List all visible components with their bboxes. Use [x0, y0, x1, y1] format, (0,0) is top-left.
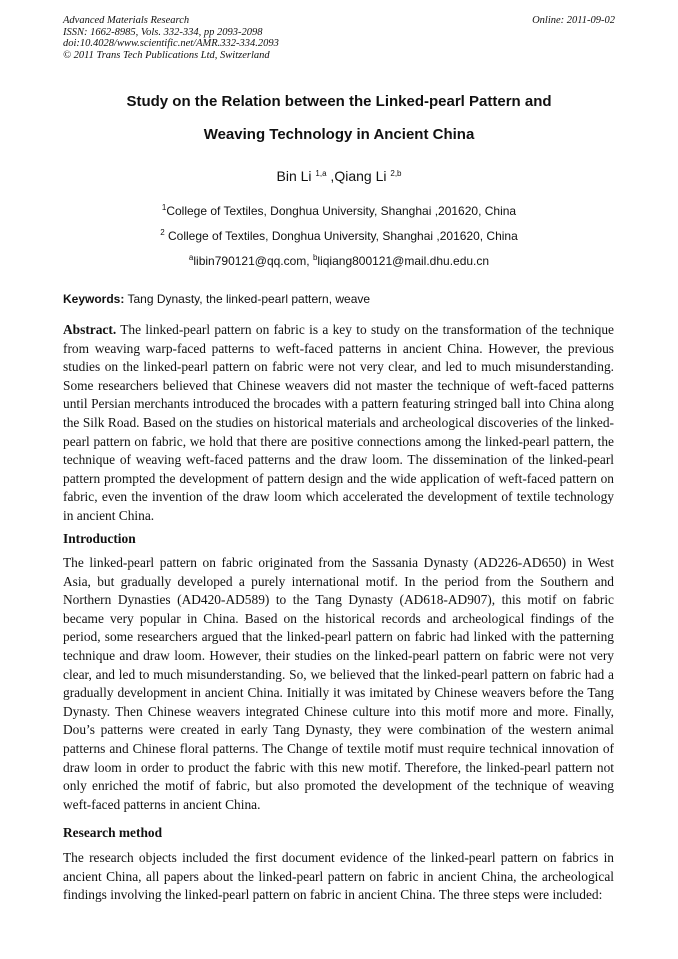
affiliation-2 [63, 229, 615, 243]
keywords-label: Keywords: [63, 292, 125, 306]
email-text: libin790121@qq.com, [193, 254, 313, 268]
affiliation-text: College of Textiles, Donghua University, Shanghai ,201620, China [164, 229, 518, 243]
journal-name: Advanced Materials Research [63, 15, 190, 26]
section-heading-research-method: Research method [63, 825, 163, 840]
keywords-line [63, 292, 370, 306]
email-text: liqiang800121@mail.dhu.edu.cn [317, 254, 490, 268]
author-list [63, 168, 615, 184]
abstract-text: The linked-pearl pattern on fabric is a key to study on the transformation of the technique from weaving warp-faced patterns to weft-faced patterns in ancient China. However, the previous studies on the linked-pearl pattern on fabric were not very clear, and led to much misunderstanding. Some researchers believed that Chinese weavers did not master the technique of weft-faced patterns until Persian merchants introduced the brocades with a pattern featuring stringed ball into China along the Silk Road. Based on the studies on historical materials and archeological discoveries of the linked-pearl pattern on fabric, we hold that there are positive connections among the linked-pearl pattern, the technique of weaving weft-faced patterns and the draw loom. The dissemination of the linked-pearl pattern prompted the development of pattern design and the wide application of weft-faced pattern on fabric, even the invention of the draw loom which accelerated the development of textile technology in ancient China. [63, 322, 614, 523]
affiliation-text: College of Textiles, Donghua University, Shanghai ,201620, China [166, 204, 517, 218]
abstract-paragraph [63, 321, 614, 526]
introduction-paragraph: The linked-pearl pattern on fabric originated from the Sassania Dynasty (AD226-AD650) in West Asia, but gradually developed a purely international motif. In the period from the Southern and Northern Dynasties (AD420-AD589) to the Tang Dynasty (AD618-AD907), this motif on fabric became very popular in China. Based on the historical records and archeological findings of the period, some researchers argued that the linked-pearl pattern on fabric had linked with the patterning technique and draw loom. However, their studies on the linked-pearl pattern on fabric were not very clear, and led to much misunderstanding. So, we believed that the linked-pearl pattern on fabric had a gradually development in ancient China. Initially it was imitated by Chinese weavers before the Tang Dynasty. Then Chinese weavers integrated Chinese culture into this motif more and more. Finally, Dou’s patterns were created in early Tang Dynasty, they were combination of the western animal patterns and Chinese floral patterns. The Change of textile motif must require technical innovation of draw loom in order to product the fabric with this new motif. Therefore, the linked-pearl pattern not only enriched the motif of fabric, but also promoted the development of the technique of weaving weft-faced patterns in ancient China. [63, 555, 614, 812]
issn-line: ISSN: 1662-8985, Vols. 332-334, pp 2093-2098 [63, 26, 263, 38]
section-heading-introduction: Introduction [63, 531, 136, 546]
paper-title-line-1: Study on the Relation between the Linked-pearl Pattern and [126, 93, 552, 110]
abstract-label: Abstract. [63, 322, 117, 337]
online-date: Online: 2011-09-02 [532, 15, 615, 26]
paper-title-line-2: Weaving Technology in Ancient China [203, 126, 475, 143]
author-affiliation-mark: 1,a [315, 169, 327, 178]
affiliation-mark: 2 [160, 228, 165, 237]
affiliation-mark: 1 [161, 203, 167, 212]
doi-line: doi:10.4028/www.scientific.net/AMR.332-334.2093 [63, 38, 279, 49]
keywords-text: Tang Dynasty, the linked-pearl pattern, weave [124, 292, 371, 306]
journal-header [63, 15, 279, 61]
author-affiliation-mark: 2,b [390, 169, 402, 178]
author-name: Qiang Li [334, 168, 387, 184]
author-emails [63, 254, 615, 268]
author-separator: , [326, 168, 335, 184]
research-method-paragraph: The research objects included the first document evidence of the linked-pearl pattern on fabrics in ancient China, all papers about the linked-pearl pattern on fabric in ancient China, the archeological findings involving the linked-pearl pattern on fabric in ancient China. The three steps were included: [63, 850, 614, 903]
copyright-line: © 2011 Trans Tech Publications Ltd, Switzerland [63, 49, 270, 61]
affiliation-1 [63, 204, 615, 218]
email-mark: a [188, 253, 194, 262]
email-mark: b [312, 253, 318, 262]
author-name: Bin Li [276, 168, 312, 184]
